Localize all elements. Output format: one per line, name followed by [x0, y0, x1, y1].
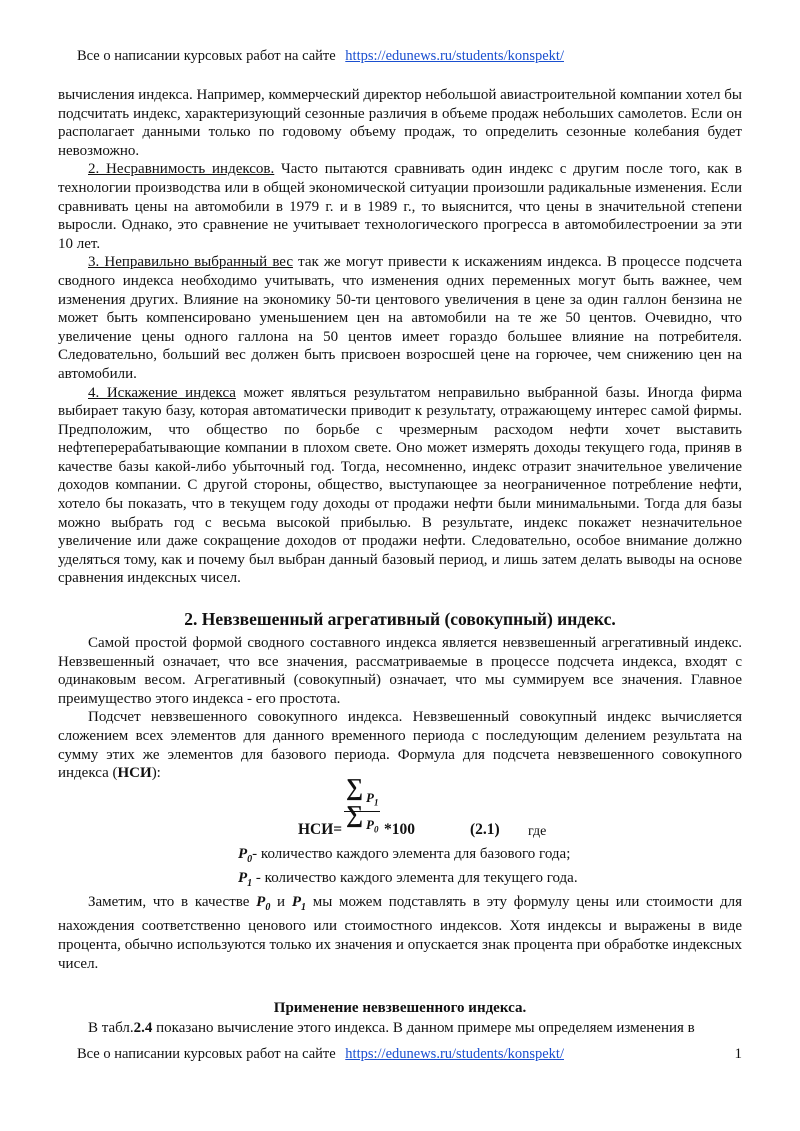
page-header — [77, 48, 564, 65]
formula-variable: $P_0$ — [366, 816, 379, 835]
item-text: может являться результатом неправильно выбранной базы. Иногда фирма выбирает такую базу, которая автоматически приводит к результату, отражающему интерес самой фирмы. Предположим, что общество по борьбе с чрезмерным расходом нефти хочет выставить нефтеперерабатывающие компании в плохом свете. Оно может измерять доходы текущего года, приняв в качестве базы какой-либо убыточный год. Тогда, несомненно, индекс отразит значительное увеличение доходов компании. С другой стороны, общество, выступающее за неограниченное потребление нефти, хотело бы показать, что в текущем году доходы от продажи нефти были минимальными. Тогда для базы можно выбрать год с весьма высокой прибылью. В результате, индекс покажет незначительное увеличение или даже сокращение доходов от продажи нефти. Следовательно, особое внимание должно уделяться тому, как и почему был выбран данный базовый период, и лишь затем делать выводы на основе сравнения индексных чисел. — [58, 384, 742, 587]
formula-where: где — [528, 823, 547, 839]
paragraph — [58, 708, 742, 782]
page-footer — [77, 1046, 564, 1063]
sum-symbol: ∑ — [346, 774, 364, 801]
item-text: Часто пытаются сравнивать один индекс с другим после того, как в технологии производства или в общей экономической ситуации произошли радикальные изменения. Если сравнивать цены на автомобили в 1979 г. и в 1989 г., то выяснится, что цены в значительной степени выросли. Однако, это сравнение не учитывает технологического прогресса в автомобилестроении за эти 10 лет. — [58, 161, 743, 252]
variable-definition: $P_0-$ количество каждого элемента для базового года; — [238, 845, 571, 865]
paragraph: В табл.2.4 показано вычисление этого индекса. В данном примере мы определяем изменения в — [88, 1020, 695, 1037]
item-title: 2. Несравнимость индексов. — [88, 161, 275, 178]
paragraph: Заметим, что в качестве $P_0$ и $P_1$ мы можем подставлять в эту формулу цены или стоимости для нахождения соответственно ценового или стоимостного индексов. Хотя индексы и выражены в виде процента, обычно используются только их значения и опускается знак процента при обработке индексных чисел. — [58, 893, 742, 972]
paragraph-text: Подсчет невзвешенного совокупного индекса. Невзвешенный совокупный индекс вычисляется сложением всех элементов для данного временного периода с последующим делением результата на сумму этих же элементов для базового периода. Формула для подсчета невзвешенного совокупного индекса ( — [58, 709, 742, 782]
footer-link[interactable]: https://edunews.ru/students/konspekt/ — [345, 1046, 564, 1062]
formula-denominator — [342, 801, 382, 838]
item-text: так же могут привести к искажениям индекса. В процессе подсчета сводного индекса необходимо учитывать, что изменения одних переменных могут быть важнее, чем изменения других. Влияние на экономику 50-ти центового увеличения в цене за один галлон бензина не может быть компенсировано уменьшением цен на автомобили на те же 50 центов. Очевидно, что увеличение цены одного галлона на 50 центов имеет гораздо большее влияние на потребителя. Следовательно, больший вес должен быть присвоен возросшей цене на горючее, чем снижению цен на автомобили. — [58, 254, 742, 382]
section-heading: 2. Невзвешенный агрегативный (совокупный) индекс. — [184, 609, 616, 630]
list-item-wrong-weight — [58, 253, 742, 383]
list-item-incomparability — [58, 160, 742, 253]
subsection-heading: Применение невзвешенного индекса. — [273, 1000, 527, 1017]
page-number: 1 — [734, 1046, 742, 1062]
document-body — [58, 86, 742, 1038]
list-item-distortion — [58, 384, 742, 589]
header-text: Все о написании курсовых работ на сайте — [77, 48, 336, 64]
formula-variable: $P_1$ — [366, 789, 379, 808]
paragraph: вычисления индекса. Например, коммерческий директор небольшой авиастроительной компании хотел бы подсчитать индекс, характеризующий сезонные различия в объеме продаж небольших самолетов. Если он располагает данными только по годовому объему продаж, то определить сезонные колебания будет невозможно. — [58, 87, 742, 159]
paragraph-text-end: ): — [151, 765, 161, 782]
paragraph: Самой простой формой сводного составного индекса является невзвешенный агрегативный индекс. Невзвешенный означает, что все значения, рассматриваемые в процессе подсчета индекса, входят с одинаковым весом. Агрегативный (совокупный) означает, что мы суммируем все значения. Главное преимущество этого индекса - его простота. — [58, 635, 742, 707]
formula-block — [58, 774, 742, 845]
item-title: 4. Искажение индекса — [88, 384, 236, 401]
sum-symbol: ∑ — [346, 801, 364, 828]
header-link[interactable]: https://edunews.ru/students/konspekt/ — [345, 48, 564, 64]
table-reference: 2.4 — [133, 1020, 153, 1037]
formula-multiplier: *100 — [384, 820, 415, 838]
footer-text: Все о написании курсовых работ на сайте — [77, 1046, 336, 1062]
variable-definition: $P_1$ - количество каждого элемента для текущего года. — [238, 869, 578, 889]
abbreviation: НСИ — [117, 765, 152, 782]
formula-lhs: НСИ= — [298, 820, 343, 838]
formula-fraction — [342, 774, 382, 838]
formula-number: (2.1) — [470, 820, 500, 838]
item-title: 3. Неправильно выбранный вес — [88, 254, 293, 271]
